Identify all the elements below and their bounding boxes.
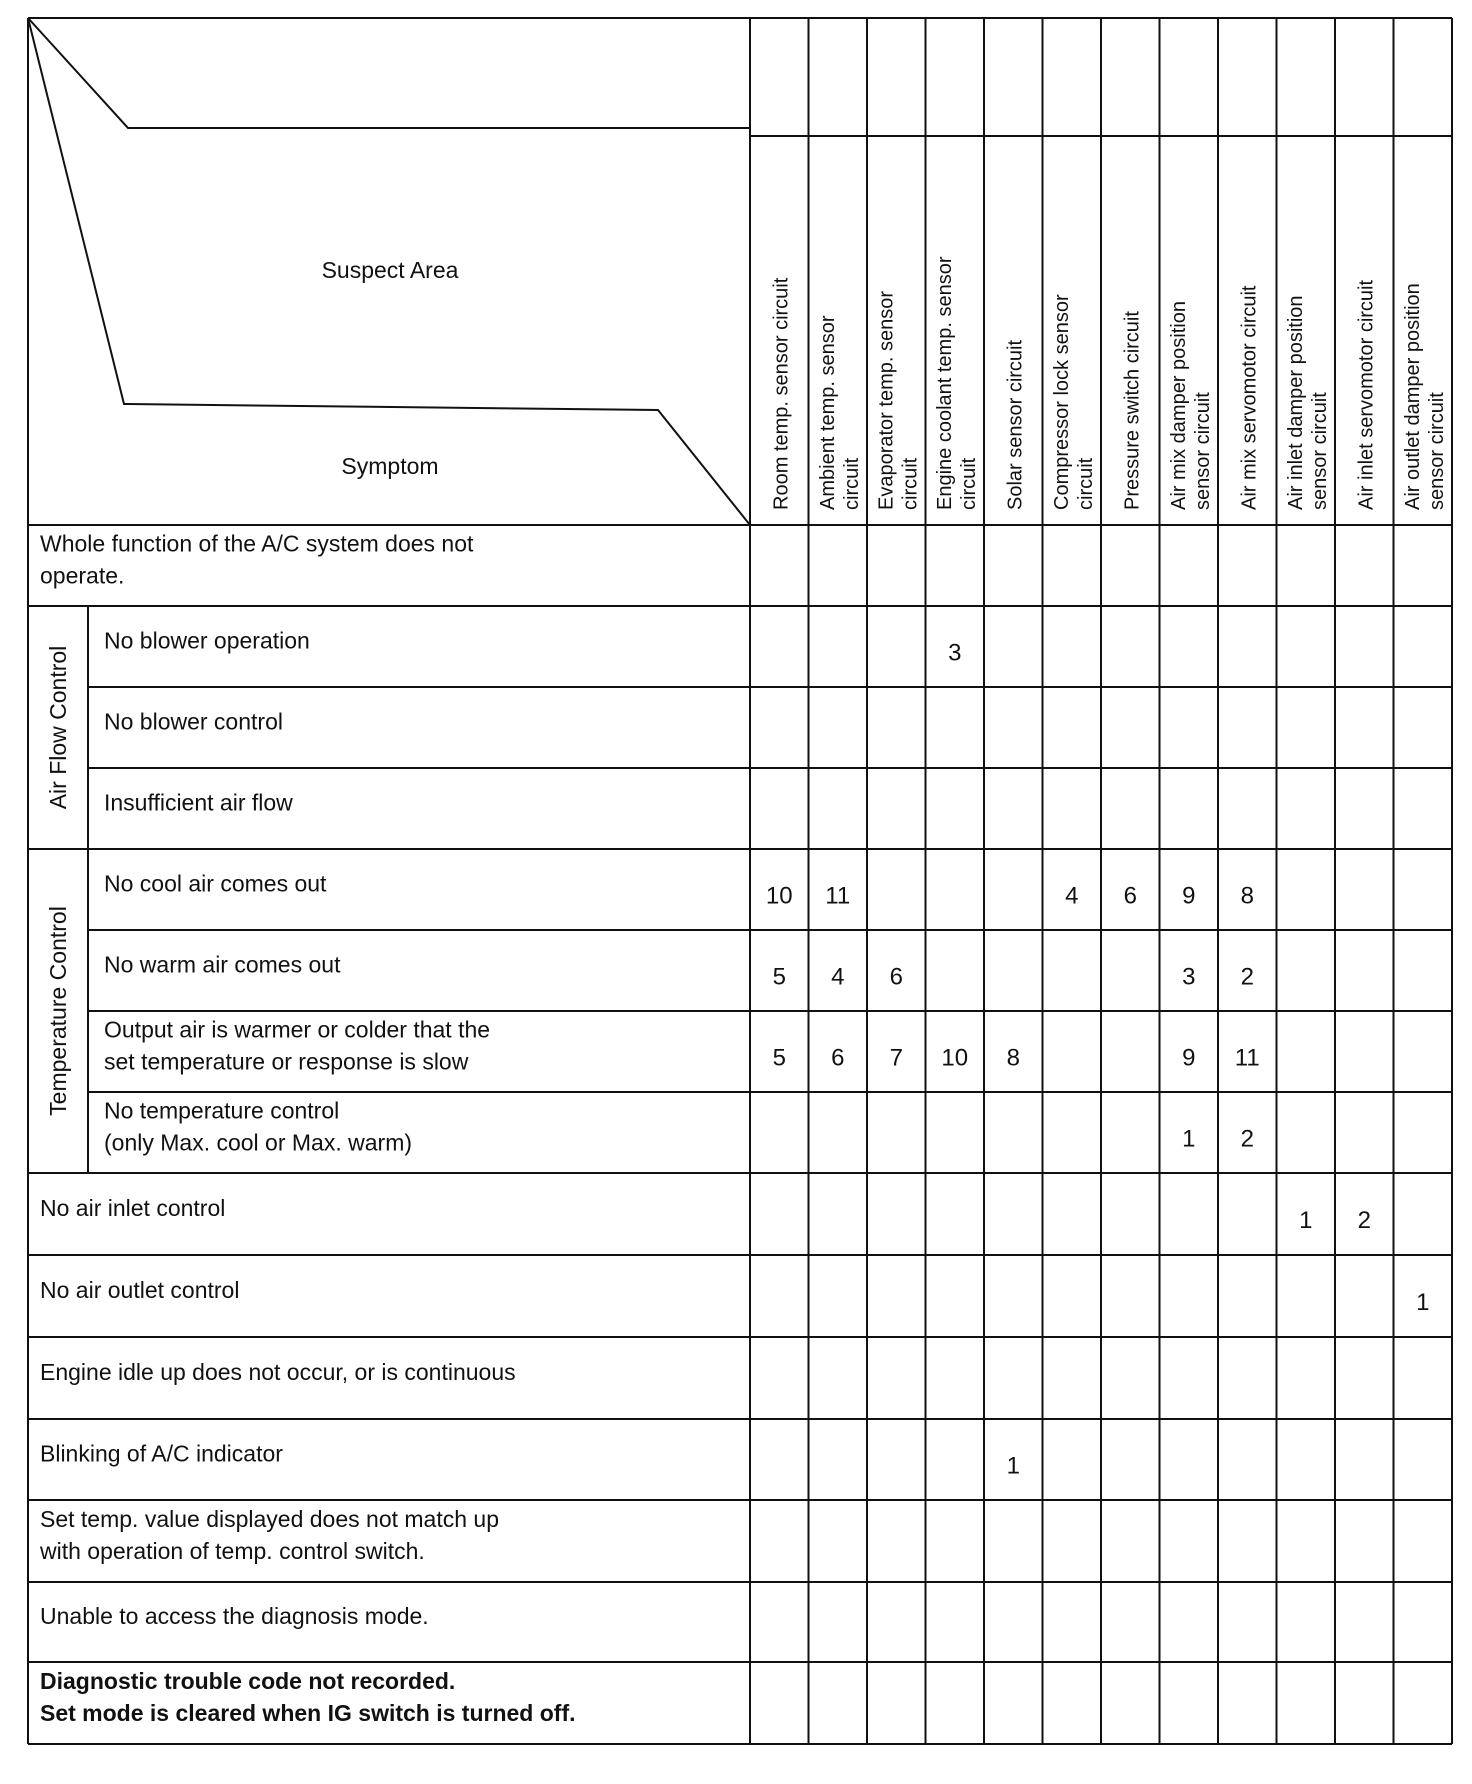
cell-value: 6: [889, 963, 903, 991]
column-header-4: Solar sensor circuit: [1004, 339, 1027, 510]
cell-value: 6: [1123, 882, 1137, 910]
cell-value: 1: [1182, 1125, 1196, 1153]
column-header-1: circuit: [840, 457, 863, 510]
column-header-0: Room temp. sensor circuit: [770, 277, 793, 510]
row-label-14: Set mode is cleared when IG switch is turned off.: [40, 1700, 576, 1726]
column-header-7: sensor circuit: [1191, 392, 1214, 510]
cell-value: 1: [1299, 1207, 1313, 1234]
column-header-2: circuit: [899, 457, 922, 510]
cell-value: 3: [948, 639, 962, 667]
cell-value: 11: [1234, 1044, 1260, 1072]
row-label-12: with operation of temp. control switch.: [40, 1538, 425, 1564]
cell-value: 1: [1006, 1452, 1020, 1480]
cell-value: 10: [941, 1044, 969, 1072]
row-label-9: No air outlet control: [40, 1277, 240, 1303]
cell-value: 1: [1416, 1289, 1430, 1316]
column-header-6: Pressure switch circuit: [1121, 311, 1144, 510]
row-label-1: No blower operation: [104, 627, 310, 654]
row-label-13: Unable to access the diagnosis mode.: [40, 1603, 429, 1629]
cell-value: 8: [1240, 882, 1254, 910]
cell-value: 7: [889, 1044, 903, 1072]
column-header-8: Air mix servomotor circuit: [1238, 285, 1261, 510]
row-label-0: operate.: [40, 562, 125, 589]
cell-value: 2: [1357, 1207, 1371, 1234]
row-label-4: No cool air comes out: [104, 870, 327, 897]
column-header-5: Compressor lock sensor: [1050, 294, 1073, 510]
column-header-10: Air inlet servomotor circuit: [1355, 279, 1378, 510]
row-label-7: No temperature control: [104, 1097, 340, 1124]
column-header-1: Ambient temp. sensor: [816, 315, 839, 510]
column-header-11: Air outlet damper position: [1401, 283, 1424, 510]
cell-value: 5: [772, 963, 786, 991]
column-header-5: circuit: [1074, 457, 1097, 510]
row-label-5: No warm air comes out: [104, 951, 341, 978]
column-header-7: Air mix damper position: [1167, 301, 1190, 510]
cell-value: 4: [1065, 882, 1079, 910]
row-label-14: Diagnostic trouble code not recorded.: [40, 1668, 456, 1694]
column-header-2: Evaporator temp. sensor: [875, 291, 898, 510]
cell-value: 6: [831, 1044, 845, 1072]
row-label-8: No air inlet control: [40, 1195, 226, 1221]
cell-value: 2: [1240, 1125, 1254, 1153]
row-label-6: set temperature or response is slow: [104, 1048, 469, 1075]
column-header-9: sensor circuit: [1308, 392, 1331, 510]
row-label-12: Set temp. value displayed does not match up: [40, 1506, 500, 1532]
suspect-area-label: Suspect Area: [321, 257, 459, 283]
row-label-0: Whole function of the A/C system does not: [40, 530, 474, 557]
row-label-11: Blinking of A/C indicator: [40, 1440, 283, 1467]
row-label-2: No blower control: [104, 708, 283, 735]
cell-value: 3: [1182, 963, 1196, 991]
cell-value: 9: [1182, 882, 1196, 910]
table-text: [39, 256, 1448, 1726]
column-header-3: Engine coolant temp. sensor: [933, 256, 956, 510]
column-header-3: circuit: [957, 457, 980, 510]
row-label-6: Output air is warmer or colder that the: [104, 1016, 491, 1043]
row-label-7: (only Max. cool or Max. warm): [104, 1129, 413, 1156]
column-header-11: sensor circuit: [1425, 392, 1448, 510]
cell-value: 11: [825, 882, 851, 910]
symptom-label: Symptom: [341, 453, 439, 479]
row-label-3: Insufficient air flow: [104, 789, 293, 816]
group-label-0: Air Flow Control: [45, 645, 71, 810]
corner-diagonal-upper: [28, 18, 750, 128]
cell-value: 5: [772, 1044, 786, 1072]
row-label-10: Engine idle up does not occur, or is continuous: [40, 1359, 516, 1385]
cell-value: 10: [765, 882, 793, 910]
cell-value: 8: [1006, 1044, 1020, 1072]
cell-value: 9: [1182, 1044, 1196, 1072]
column-header-9: Air inlet damper position: [1284, 295, 1307, 510]
cell-value: 2: [1240, 963, 1254, 991]
cell-value: 4: [831, 963, 845, 991]
group-label-1: Temperature Control: [45, 906, 71, 1116]
